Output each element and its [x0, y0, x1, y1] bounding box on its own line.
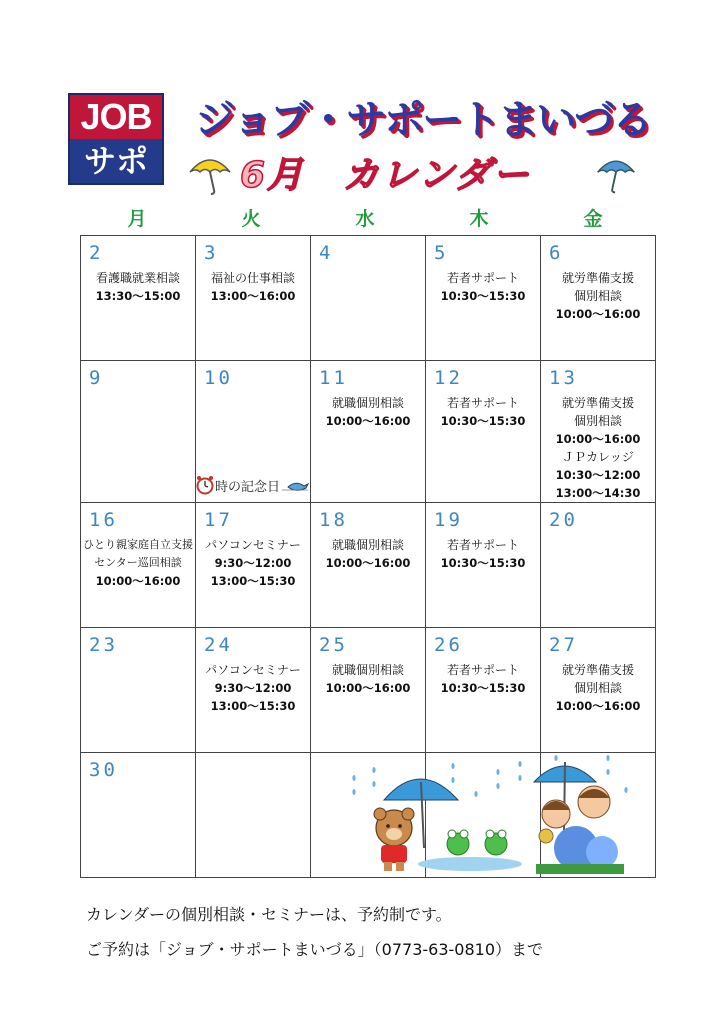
logo-sapo-text: サポ [70, 139, 162, 183]
calendar-cell [81, 753, 196, 878]
event-time: 9:30～12:00 [214, 681, 292, 695]
event-label: センター巡回相談 [94, 556, 182, 569]
calendar-cell [311, 236, 426, 361]
calendar-cell [541, 236, 656, 361]
date-number: 23 [89, 634, 118, 656]
calendar-cell [81, 236, 196, 361]
date-number: 10 [204, 367, 233, 389]
date-number: 13 [549, 367, 578, 389]
job-sapo-logo [68, 93, 164, 185]
date-number: 25 [319, 634, 348, 656]
date-number: 20 [549, 509, 578, 531]
event-time: 10:00～16:00 [325, 556, 411, 570]
date-number: 5 [434, 242, 449, 264]
calendar-cell [196, 628, 311, 753]
calendar-cell [196, 503, 311, 628]
calendar-week [81, 361, 656, 503]
bear-umbrella-icon [374, 779, 458, 871]
weekday-tue: 火 [241, 208, 261, 230]
rainy-season-illustration [308, 752, 649, 876]
event-label: 若者サポート [446, 396, 519, 410]
date-number: 16 [89, 509, 118, 531]
calendar-cell [311, 628, 426, 753]
event-label: 若者サポート [446, 538, 519, 552]
event-time: 10:00～16:00 [325, 414, 411, 428]
calendar-cell [541, 628, 656, 753]
calendar-cell [81, 361, 196, 503]
date-number: 3 [204, 242, 219, 264]
event-time: 10:30～15:30 [440, 289, 526, 303]
event-label: 就職個別相談 [331, 663, 404, 677]
date-number: 11 [319, 367, 348, 389]
weekday-thu: 木 [469, 208, 489, 230]
event-time: 10:00～16:00 [325, 681, 411, 695]
event-time: 13:30～15:00 [95, 289, 181, 303]
calendar-cell [81, 503, 196, 628]
event-label: 就労準備支援 [561, 396, 634, 410]
time-day-badge [196, 474, 310, 496]
date-number: 27 [549, 634, 578, 656]
event-time: 10:00～16:00 [555, 307, 641, 321]
event-time: 13:00～15:30 [210, 699, 296, 713]
event-time: 10:30～15:30 [440, 681, 526, 695]
event-time: 9:30～12:00 [214, 556, 292, 570]
event-label: 就労準備支援 [561, 271, 634, 285]
umbrella-yellow-icon [186, 150, 234, 198]
logo-job-text: JOB [70, 95, 162, 139]
event-time: 10:30～15:30 [440, 414, 526, 428]
frogs-icon [418, 830, 522, 871]
calendar-cell [311, 503, 426, 628]
event-time: 13:00～14:30 [555, 486, 641, 500]
date-number: 30 [89, 759, 118, 781]
event-label: ひとり親家庭自立支援 [83, 538, 193, 551]
calendar-cell [541, 361, 656, 503]
calendar-cell [311, 361, 426, 503]
event-label: 福祉の仕事相談 [210, 271, 295, 285]
date-number: 12 [434, 367, 463, 389]
event-time: 13:00～15:30 [210, 574, 296, 588]
event-label: 就職個別相談 [331, 396, 404, 410]
calendar-cell [426, 361, 541, 503]
event-label: 若者サポート [446, 663, 519, 677]
calendar-cell [196, 361, 311, 503]
weekday-wed: 水 [355, 208, 375, 230]
umbrella-blue-icon [594, 152, 638, 196]
calendar-week [81, 503, 656, 628]
calendar-week [81, 628, 656, 753]
calendar-cell [426, 236, 541, 361]
event-time: 13:00～16:00 [210, 289, 296, 303]
event-label: パソコンセミナー [205, 538, 301, 552]
event-time: 10:30～12:00 [555, 468, 641, 482]
calendar-cell [196, 753, 311, 878]
date-number: 9 [89, 367, 104, 389]
event-label: 個別相談 [573, 289, 622, 303]
date-number: 4 [319, 242, 334, 264]
calendar-cell [81, 628, 196, 753]
contact-note: ご予約は「ジョブ・サポートまいづる」（0773-63-0810）まで [86, 940, 544, 959]
event-label: ＪＰカレッジ [562, 450, 634, 464]
event-label: 個別相談 [573, 681, 622, 695]
event-label: 就労準備支援 [561, 663, 634, 677]
event-label: パソコンセミナー [205, 663, 301, 677]
reservation-note: カレンダーの個別相談・セミナーは、予約制です。 [86, 905, 452, 924]
date-number: 18 [319, 509, 348, 531]
date-number: 17 [204, 509, 233, 531]
calendar-cell [426, 503, 541, 628]
calendar-cell [196, 236, 311, 361]
date-number: 6 [549, 242, 564, 264]
time-day-label: 時の記念日 [215, 480, 281, 495]
calendar-subtitle: 6月 カレンダー [240, 155, 531, 196]
date-number: 19 [434, 509, 463, 531]
event-time: 10:00～16:00 [555, 699, 641, 713]
bird-icon [282, 483, 308, 490]
weekday-header [80, 205, 650, 233]
event-label: 個別相談 [573, 414, 622, 428]
clock-icon [197, 476, 213, 494]
event-label: 就職個別相談 [331, 538, 404, 552]
children-umbrella-icon [534, 762, 624, 874]
event-label: 若者サポート [446, 271, 519, 285]
date-number: 24 [204, 634, 233, 656]
event-label: 看護職就業相談 [95, 271, 180, 285]
event-time: 10:00～16:00 [95, 574, 181, 588]
date-number: 2 [89, 242, 104, 264]
date-number: 26 [434, 634, 463, 656]
calendar-cell [426, 628, 541, 753]
event-time: 10:00～16:00 [555, 432, 641, 446]
weekday-fri: 金 [583, 208, 603, 230]
page-title: ジョブ・サポートまいづる [195, 97, 651, 143]
weekday-mon: 月 [127, 208, 147, 230]
calendar-cell [541, 503, 656, 628]
event-time: 10:30～15:30 [440, 556, 526, 570]
calendar-week [81, 236, 656, 361]
